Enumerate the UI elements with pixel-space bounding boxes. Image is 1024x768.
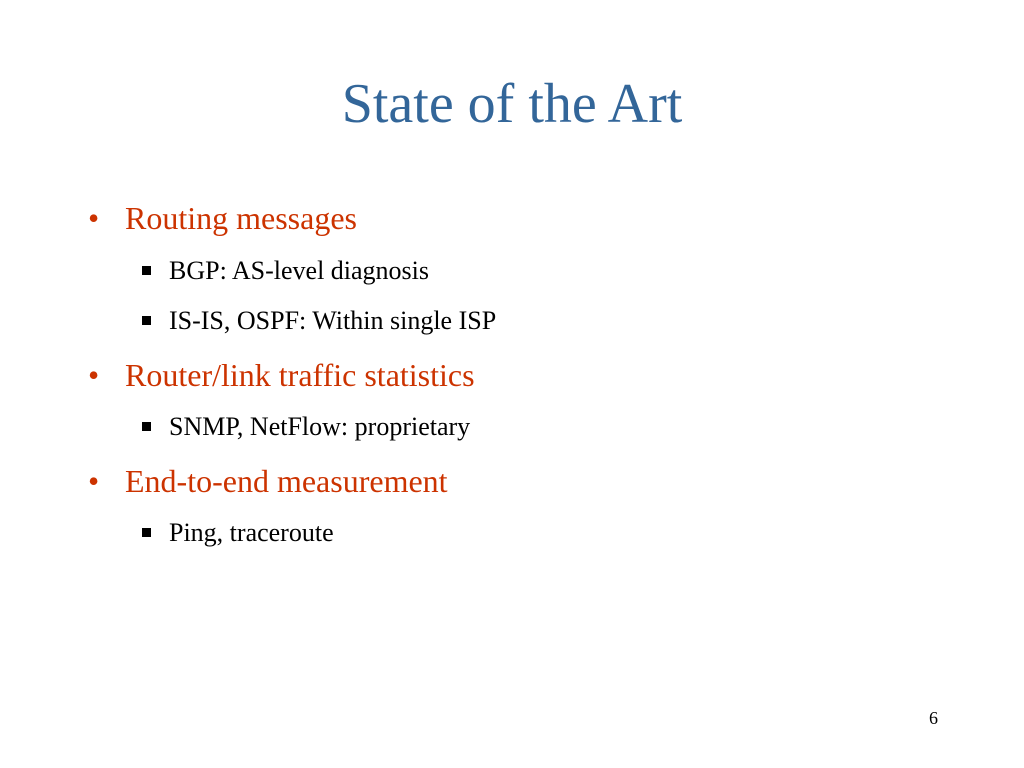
bullet-item: [88, 461, 448, 501]
bullet-text: Routing messages: [125, 200, 357, 236]
slide-title: State of the Art: [341, 73, 683, 135]
sub-bullet-item: [142, 410, 470, 444]
bullet-item: [88, 198, 357, 238]
sub-bullet-text: BGP: AS-level diagnosis: [169, 256, 430, 285]
sub-bullet-text: SNMP, NetFlow: proprietary: [169, 412, 471, 441]
sub-bullet-item: [142, 516, 334, 550]
square-bullet-icon: [142, 528, 151, 537]
bullet-text: Router/link traffic statistics: [125, 357, 475, 393]
bullet-text: End-to-end measurement: [125, 463, 448, 499]
sub-bullet-text: Ping, traceroute: [169, 518, 334, 547]
sub-bullet-item: [142, 254, 429, 288]
square-bullet-icon: [142, 316, 151, 325]
square-bullet-icon: [142, 422, 151, 431]
square-bullet-icon: [142, 266, 151, 275]
page-number: 6: [929, 708, 938, 728]
bullet-dot-icon: •: [88, 357, 100, 393]
sub-bullet-text: IS-IS, OSPF: Within single ISP: [169, 306, 497, 335]
bullet-item: [88, 355, 475, 395]
bullet-dot-icon: •: [88, 200, 100, 236]
sub-bullet-item: [142, 304, 496, 338]
bullet-dot-icon: •: [88, 463, 100, 499]
